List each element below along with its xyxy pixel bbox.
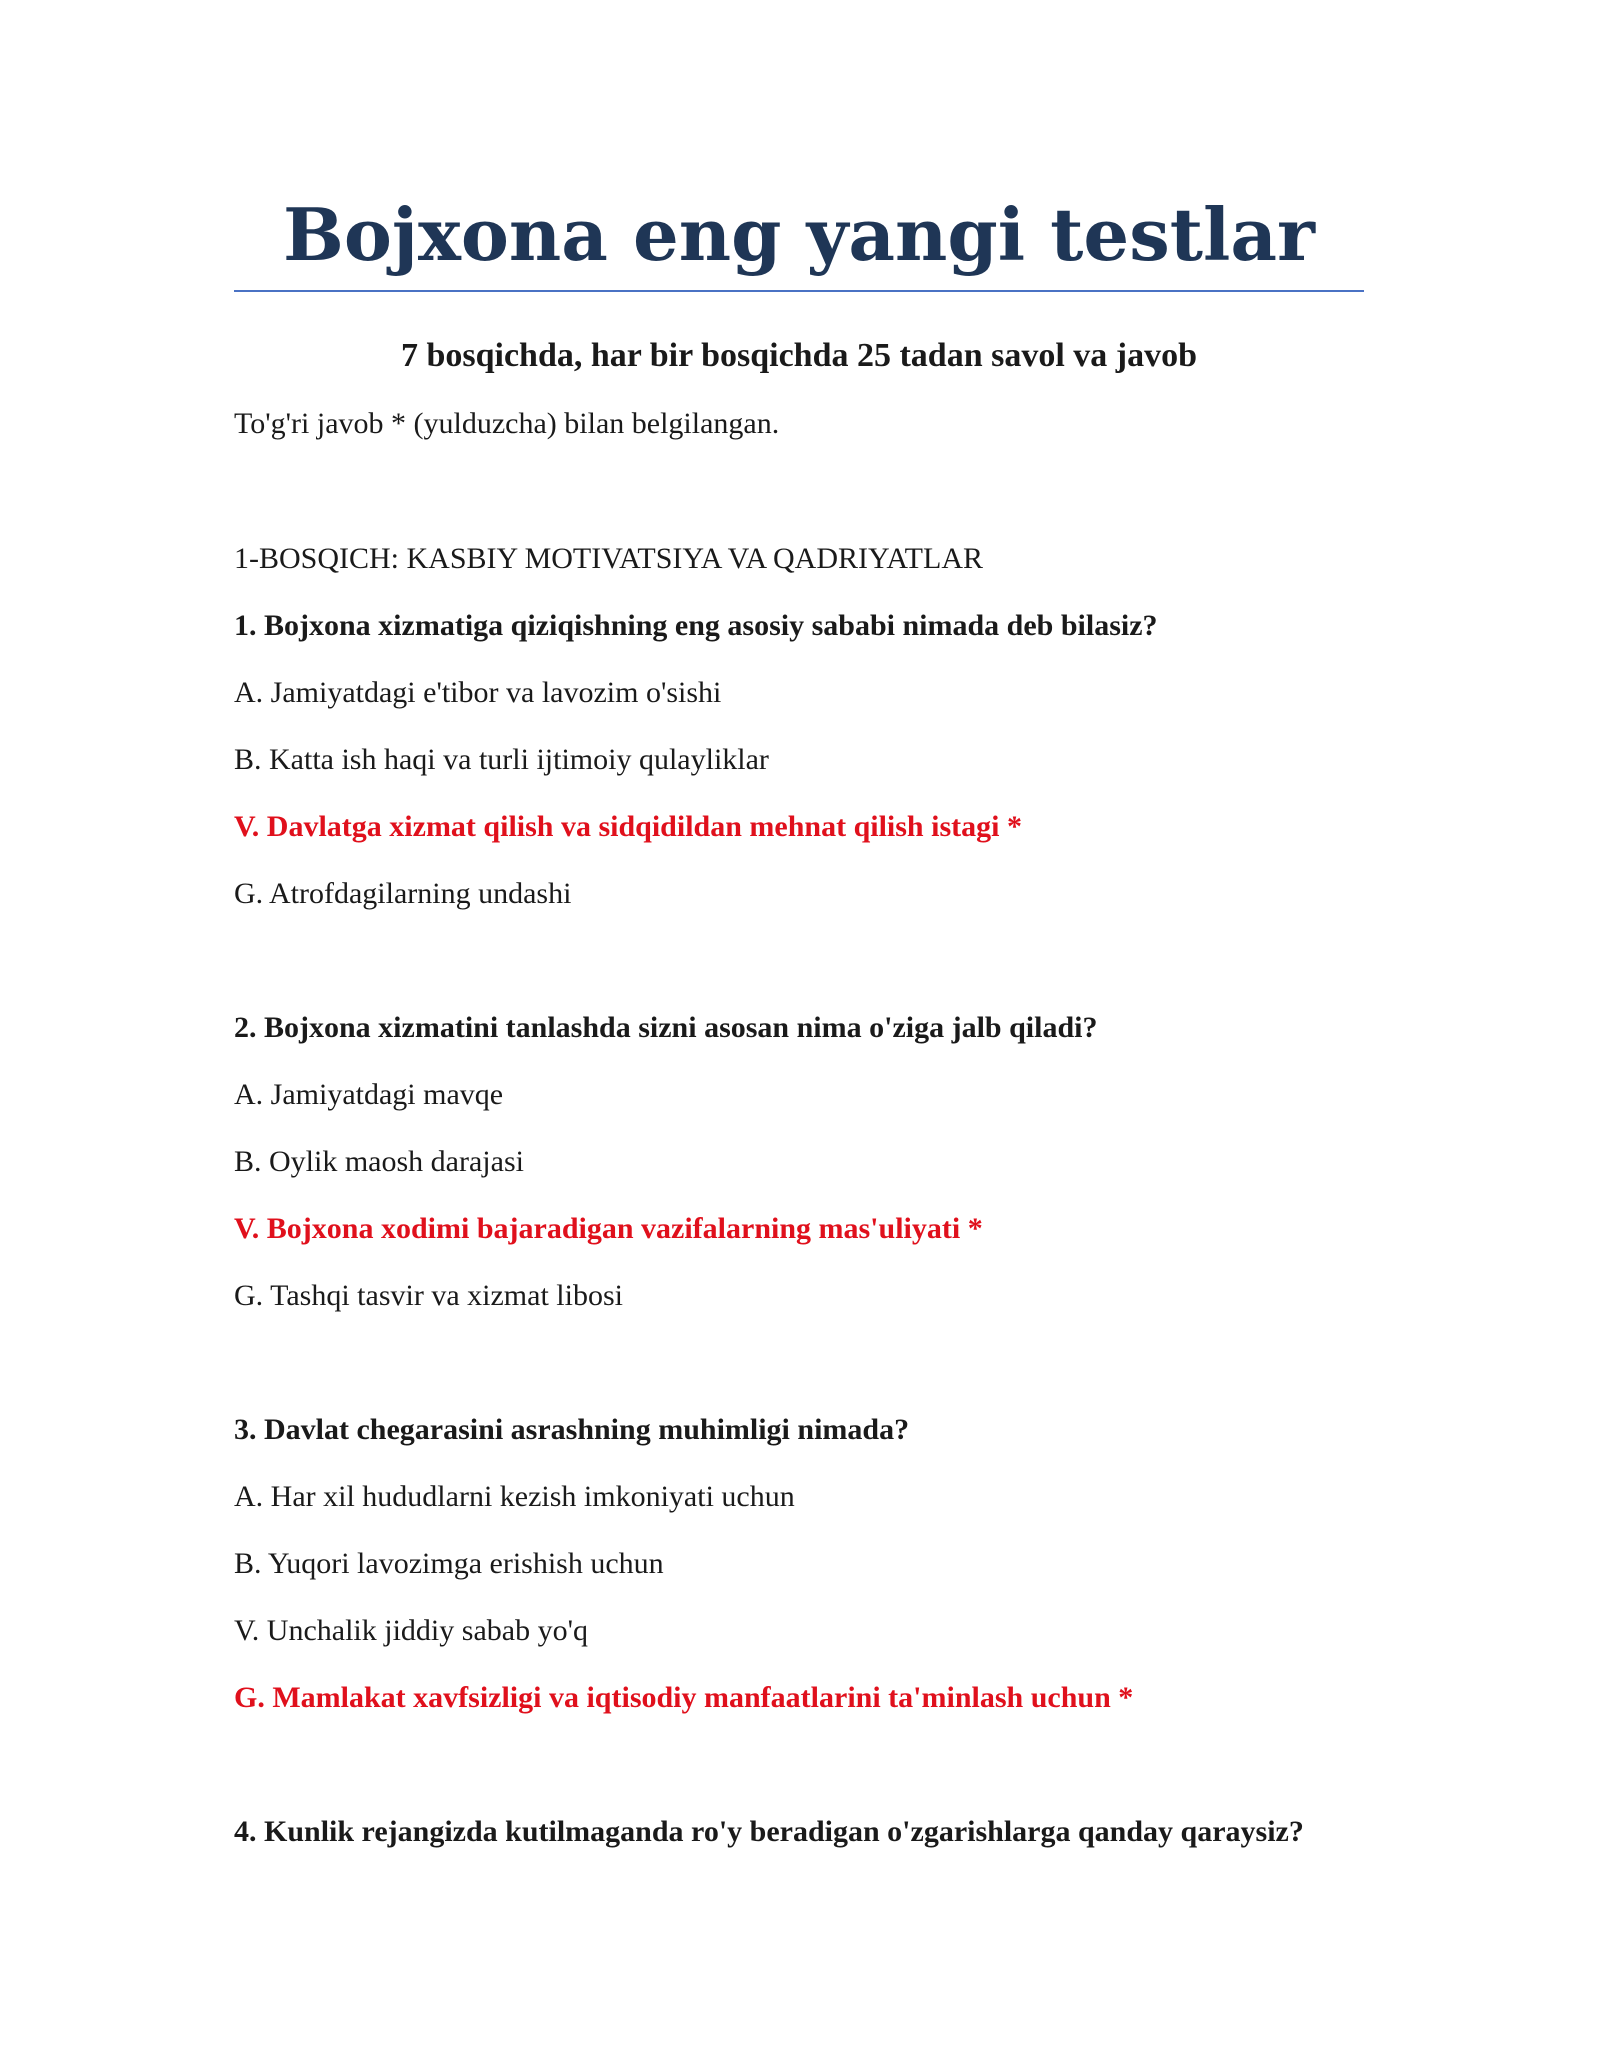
answer-option: V. Unchalik jiddiy sabab yo'q bbox=[234, 1614, 588, 1647]
question-text: 3. Davlat chegarasini asrashning muhimligi nimada? bbox=[234, 1413, 910, 1446]
answer-option: B. Katta ish haqi va turli ijtimoiy qulayliklar bbox=[234, 743, 769, 776]
answer-option: B. Oylik maosh darajasi bbox=[234, 1145, 524, 1178]
question-text: 2. Bojxona xizmatini tanlashda sizni asosan nima o'ziga jalb qiladi? bbox=[234, 1011, 1098, 1044]
section-heading: 1-BOSQICH: KASBIY MOTIVATSIYA VA QADRIYATLAR bbox=[234, 542, 983, 575]
answer-option: B. Yuqori lavozimga erishish uchun bbox=[234, 1547, 664, 1580]
answer-key-note: To'g'ri javob * (yulduzcha) bilan belgilangan. bbox=[234, 407, 780, 440]
answer-option: A. Jamiyatdagi mavqe bbox=[234, 1078, 504, 1111]
question-text: 4. Kunlik rejangizda kutilmaganda ro'y beradigan o'zgarishlarga qanday qaraysiz? bbox=[234, 1815, 1304, 1848]
document-title: Bojxona eng yangi testlar bbox=[283, 192, 1315, 277]
correct-answer-option: V. Davlatga xizmat qilish va sidqidildan mehnat qilish istagi * bbox=[234, 810, 1022, 843]
question-text: 1. Bojxona xizmatiga qiziqishning eng asosiy sababi nimada deb bilasiz? bbox=[234, 609, 1158, 642]
title-divider bbox=[234, 290, 1364, 292]
answer-option: A. Har xil hududlarni kezish imkoniyati uchun bbox=[234, 1480, 795, 1513]
answer-option: G. Tashqi tasvir va xizmat libosi bbox=[234, 1279, 623, 1312]
correct-answer-option: V. Bojxona xodimi bajaradigan vazifalarning mas'uliyati * bbox=[234, 1212, 983, 1245]
answer-option: G. Atrofdagilarning undashi bbox=[234, 877, 572, 910]
answer-option: A. Jamiyatdagi e'tibor va lavozim o'sishi bbox=[234, 676, 722, 709]
document-subtitle: 7 bosqichda, har bir bosqichda 25 tadan savol va javob bbox=[400, 337, 1198, 374]
correct-answer-option: G. Mamlakat xavfsizligi va iqtisodiy manfaatlarini ta'minlash uchun * bbox=[234, 1681, 1134, 1714]
